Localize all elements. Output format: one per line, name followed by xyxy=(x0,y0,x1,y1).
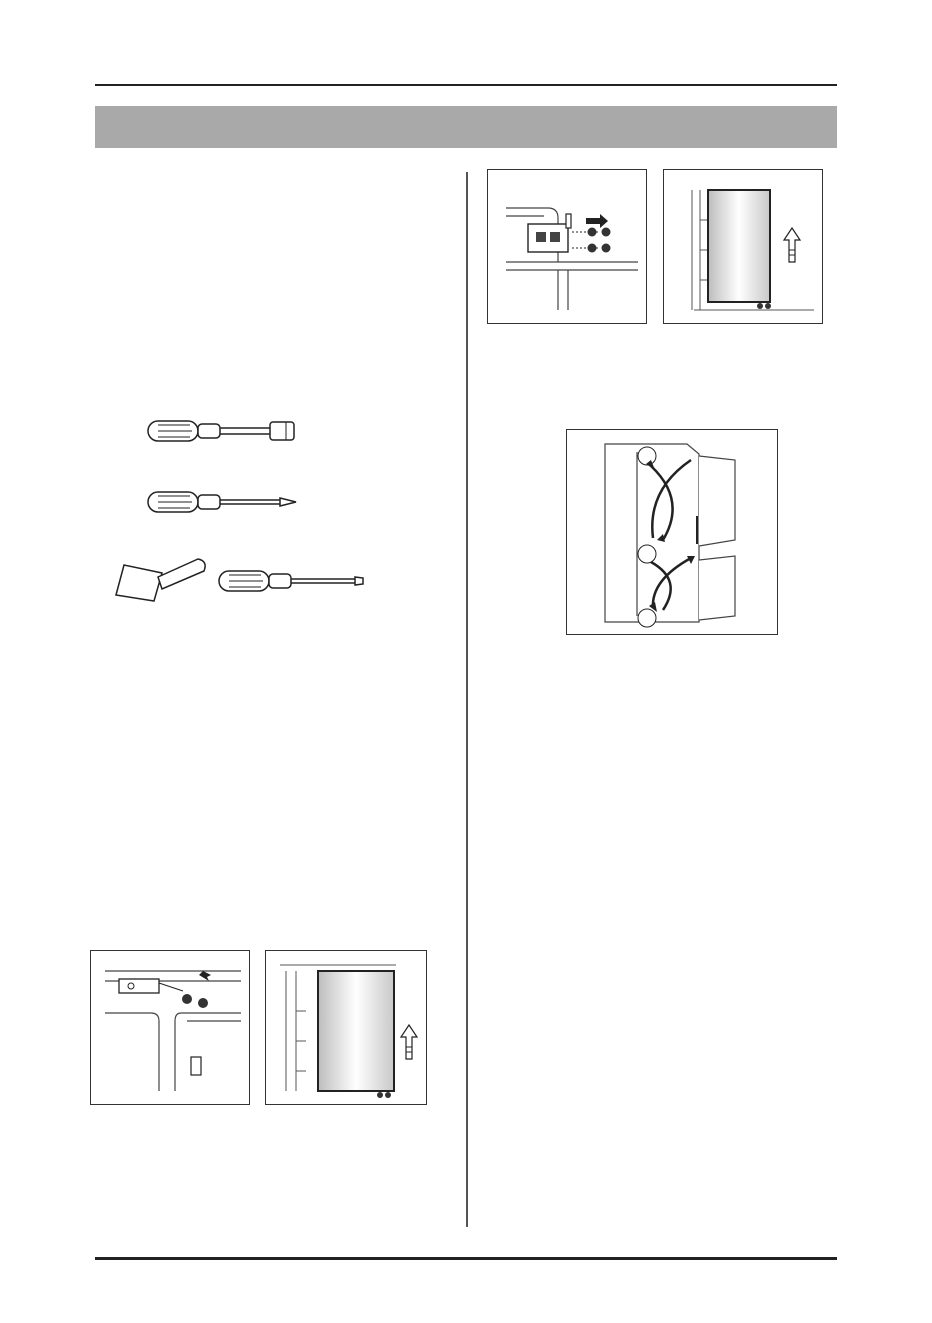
putty-knife-icon xyxy=(110,555,210,605)
socket-screwdriver-icon xyxy=(140,415,300,447)
bottom-rule xyxy=(95,1257,837,1260)
door-swap-arrows-icon xyxy=(566,429,778,635)
hinge-bracket-screws-icon xyxy=(90,950,250,1105)
flat-screwdriver-icon xyxy=(215,565,365,597)
phillips-screwdriver-icon xyxy=(140,486,300,518)
top-rule xyxy=(95,84,837,86)
door-lift-arrow-icon xyxy=(663,169,823,324)
column-divider xyxy=(466,172,468,1227)
hinge-bracket-screws-icon xyxy=(487,169,647,324)
door-lift-arrow-icon xyxy=(265,950,427,1105)
section-header-band xyxy=(95,106,837,148)
